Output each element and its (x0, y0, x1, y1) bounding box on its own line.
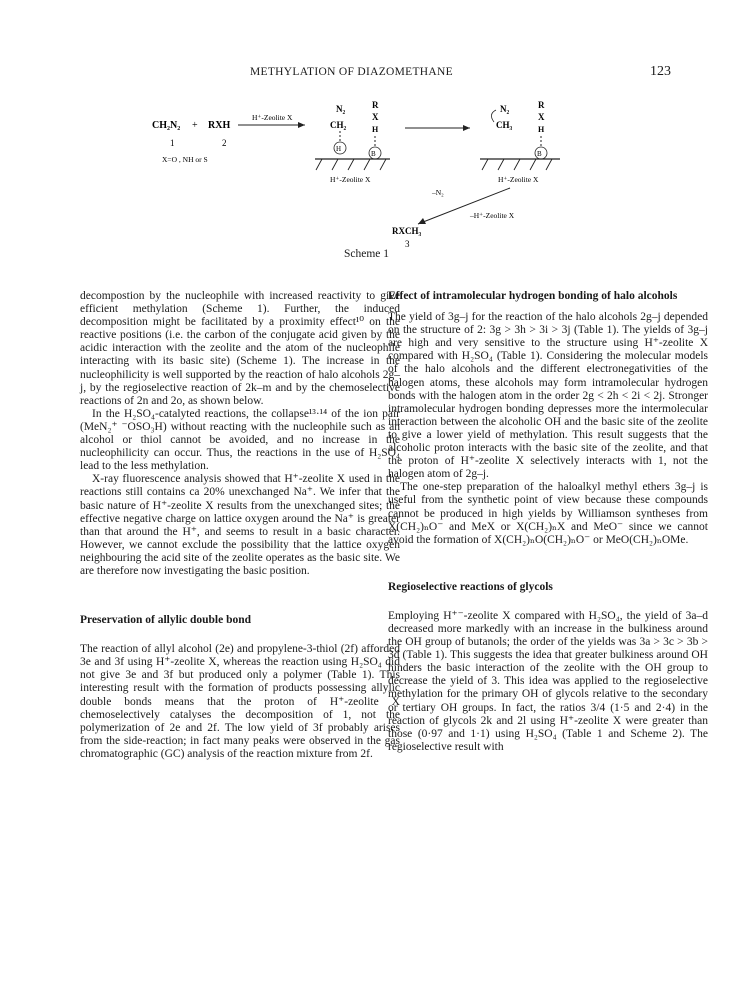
scheme-1 (150, 98, 610, 268)
label-2: 2 (222, 138, 227, 148)
atom-x-mid: X (372, 112, 379, 122)
atom-b-right: B (537, 150, 542, 158)
running-title: METHYLATION OF DIAZOMETHANE (250, 66, 453, 78)
scheme-1-diagram (150, 98, 610, 248)
catalyst-label: H⁺-Zeolite X (252, 113, 293, 122)
reactant-diazomethane: CH₂N₂ (152, 120, 181, 131)
atom-ch2-mid: CH₂ (330, 120, 347, 130)
atom-b-mid: B (371, 150, 376, 158)
label-3: 3 (405, 239, 410, 248)
label-1: 1 (170, 138, 175, 148)
left-para-3: X-ray fluorescence analysis showed that H⁺-zeolite X used in the reactions still contains ca 20% unexchanged Na⁺. We infer that the basic nature of H⁺-zeolite X results from the unexchanged sites; the effective negative charge on lattice oxygen around the Na⁺ is greater than that around the H⁺, and seems to result in a basic character. However, we cannot exclude the possibility that the lattice oxygen neighbouring the acid site of the zeolite operates as the basic site. We are therefore now investigating the basic position. (80, 473, 400, 577)
atom-n2-mid: N₂ (336, 104, 346, 114)
n2-loss-label: –N₂ (432, 188, 444, 197)
zeolite-hatch-mid (316, 159, 386, 170)
heading-glycols: Regioselective reactions of glycols (388, 580, 553, 593)
atom-r-mid: R (372, 100, 379, 110)
x-note: X=O , NH or S (162, 155, 208, 164)
left-para-1: decompostion by the nucleophile with increased reactivity to give efficient methylation (Scheme 1). Further, the induced decomposition might be facilitated by a proximity effect¹⁰ on the reactive positions (i.e. the carbon of the conjugate acid given by the acidic interaction with the zeolite and the atom of the nucleophile interacting with its basic site) (Scheme 1). The increase in the nucleophilicity is well supported by the reaction of halo alcohols 2g–j, by the regioselective reaction of 2k–m and by the chemoselective reactions of 2n and 2o, as shown below. (80, 290, 400, 407)
atom-h-mid: H (336, 145, 342, 153)
left-column (80, 290, 400, 761)
right-para-3: Employing H⁺⁻-zeolite X compared with H₂SO₄, the yield of 3a–d decreased more markedly with an increase in the bulkiness around the OH group of butanols; the order of the yields was 3a > 3c > 3b > 3d (Table 1). This suggests the idea that greater bulkiness around OH hinders the basic interaction of the zeolite with the OH group to decrease the yield of 3. This idea was applied to the regioselective methylation for the primary OH of glycols relative to the secondary or tertiary OH groups. In fact, the ratios 3/4 (1·5 and 2·4) in the reaction of glycols 2k and 2l using H⁺-zeolite X were greater than those (0·97 and 1·1) using H₂SO₄ (Table 1 and Scheme 2). The regioselective result with (388, 609, 708, 753)
atom-n2-right: N₂ (500, 104, 510, 114)
arrowhead-1 (298, 122, 305, 128)
left-para-2: In the H₂SO₄-catalyted reactions, the collapse¹³·¹⁴ of the ion pair (MeN₂⁺ ⁻OSO₃H) without reacting with the nucleophile such as an alcohol or thiol cannot be avoided, and no increase in the nucleophilicity can occur. Thus, the reactions in the use of H₂SO₄ lead to the less methylation. (80, 407, 400, 473)
atom-ch3-right: CH₃ (496, 120, 513, 130)
h-loss-label: –H⁺-Zeolite X (470, 211, 515, 220)
scheme-caption: Scheme 1 (344, 248, 390, 260)
page-number: 123 (650, 64, 671, 79)
plus-sign: + (192, 120, 198, 131)
right-para-2: The one-step preparation of the haloalkyl methyl ethers 3g–j is useful from the synthetic point of view because these compounds cannot be produced in high yields by Williamson syntheses from X(CH₂)ₙO⁻ and MeX or X(CH₂)ₙX and MeO⁻ since we cannot avoid the formation of X(CH₂)ₙO(CH₂)ₙO⁻ or MeO(CH₂)ₙOMe. (388, 481, 708, 546)
heading-halo-alcohols: Effect of intramolecular hydrogen bonding of halo alcohols (388, 290, 678, 302)
zeolite-hatch-right (482, 159, 552, 170)
page-header (0, 66, 744, 86)
arrowhead-2 (463, 125, 470, 131)
left-para-4: The reaction of allyl alcohol (2e) and propylene-3-thiol (2f) afforded 3e and 3f using H⁺-zeolite X, whereas the reaction using H₂SO₄ did not give 3e and 3f but produced only a polymer (Table 1). This interesting result with the formation of products possessing allylic double bonds means that the proton of H⁺-zeolite X chemoselectively catalyses the decomposition of 1, not the polymerization of 2e and 2f. The low yield of 3f probably arises from the side-reaction; in fact many peaks were observed in the gas chromatographic (GC) analysis of the reaction mixture from 2f. (80, 643, 400, 760)
product-rxch3: RXCH₃ (392, 226, 422, 236)
atom-h-right: H (538, 125, 545, 134)
zeolite-label-mid: H⁺-Zeolite X (330, 175, 371, 184)
atom-x-right: X (538, 112, 545, 122)
heading-allylic: Preservation of allylic double bond (80, 614, 252, 627)
reactant-rxh: RXH (208, 120, 231, 131)
zeolite-label-right: H⁺-Zeolite X (498, 175, 539, 184)
right-para-1: The yield of 3g–j for the reaction of the halo alcohols 2g–j depended on the structure of 2: 3g > 3h > 3i > 3j (Table 1). The yields of 3g–j are high and very sensitive to the structure using H⁺-zeolite X compared with H₂SO₄ (Table 1). Considering the molecular models of the halo alcohols and the different electronegativities of the halogen atoms, these alcohols may form intramolecular hydrogen bonds with the halogen atom in the order 2g < 2h < 2i < 2j. Stronger intramolecular hydrogen bonding depresses more the intermolecular interaction between the alcoholic OH and the basic site of the zeolite to give a lower yield of methylation. This result suggests that the alcoholic proton interacts with the basic site of the zeolite, and that the proton of H⁺-zeolite X selectively interacts with 1, not the halogen atom of 2g–j. (388, 311, 708, 481)
atom-h2-mid: H (372, 125, 379, 134)
right-column (388, 290, 708, 754)
atom-r-right: R (538, 100, 545, 110)
